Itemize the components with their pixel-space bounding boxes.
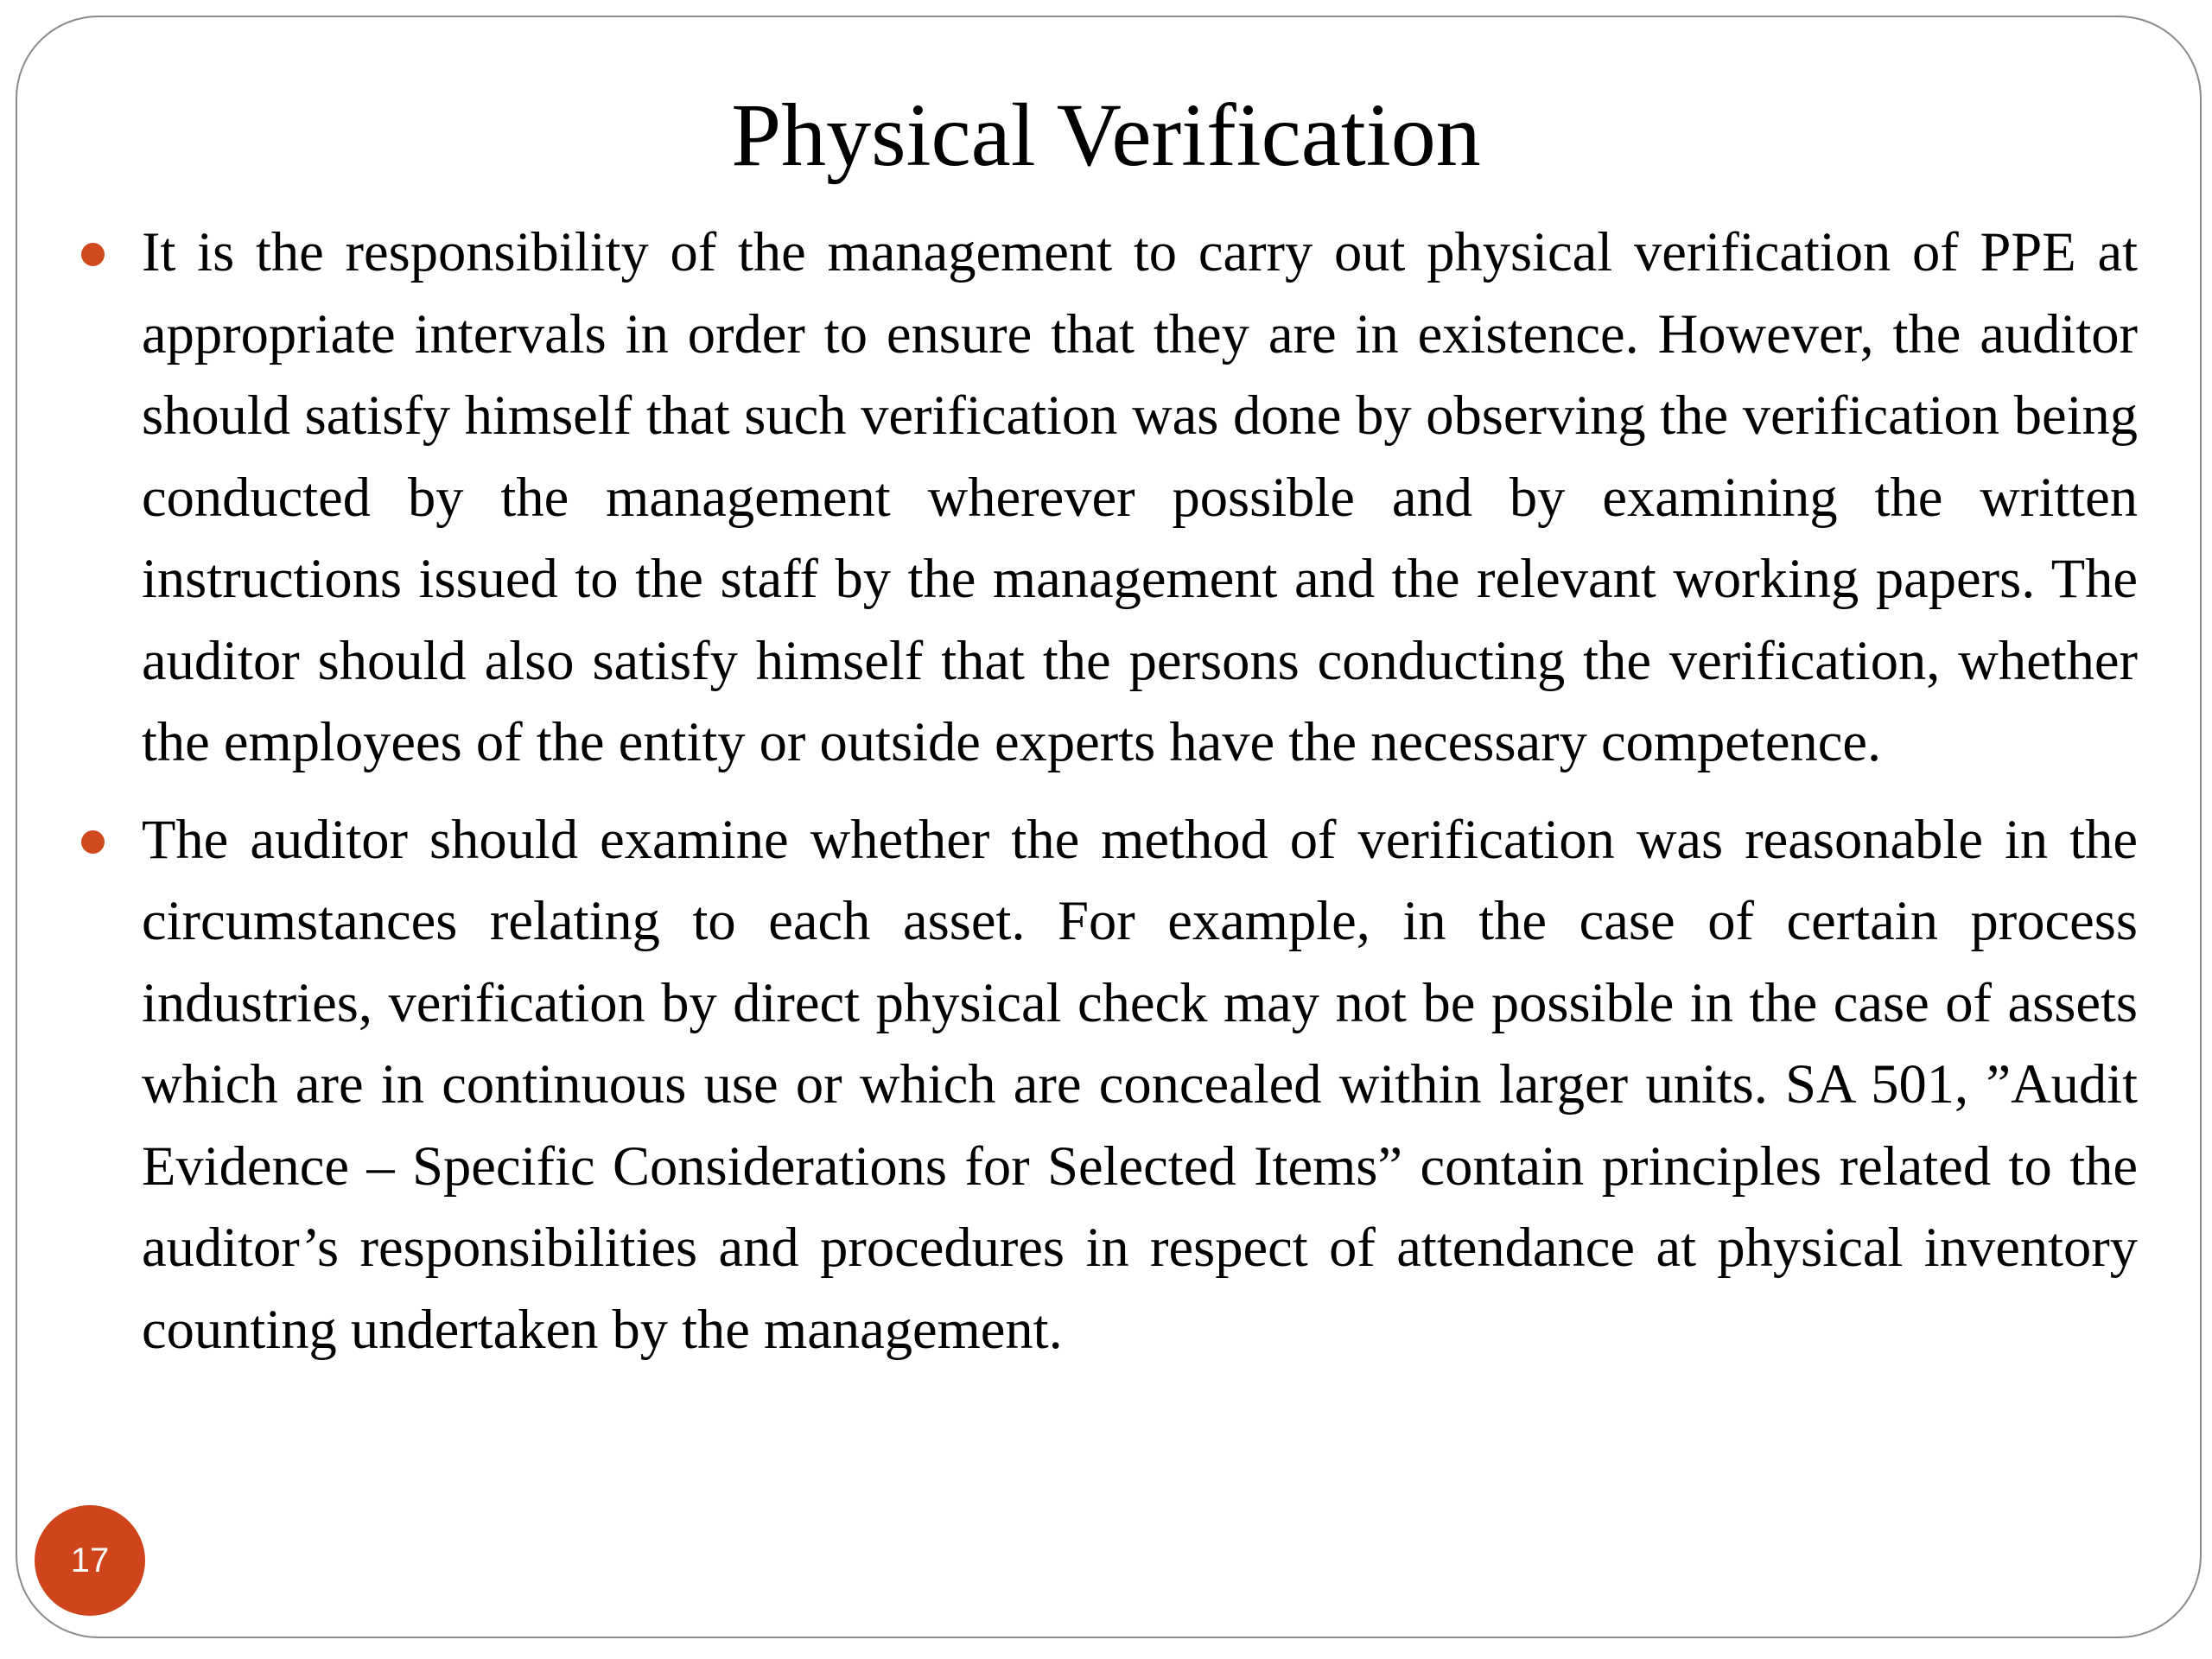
bullet-item: [142, 799, 2138, 1371]
slide-title: Physical Verification: [731, 86, 1481, 185]
bullet-text: It is the responsibility of the management to carry out physical verification of PPE at appropriate intervals in order to ensure that they are in existence. However, the auditor should satisfy himself that such verification was done by observing the verification being conducted by the management wherever possible and by examining the written instructions issued to the staff by the management and the relevant working papers. The auditor should also satisfy himself that the persons conducting the verification, whether the employees of the entity or outside experts have the necessary competence.: [142, 221, 2138, 772]
bullet-list: [142, 212, 2138, 1386]
bullet-text: The auditor should examine whether the method of verification was reasonable in the circumstances relating to each asset. For example, in the case of certain process industries, verification by direct physical check may not be possible in the case of assets which are in continuous use or which are concealed within larger units. SA 501, ”Audit Evidence – Specific Considerations for Selected Items” contain principles related to the auditor’s responsibilities and procedures in respect of attendance at physical inventory counting undertaken by the management.: [142, 808, 2138, 1360]
page-number-badge: 17: [35, 1505, 145, 1616]
bullet-dot-icon: [81, 243, 105, 266]
bullet-item: [142, 212, 2138, 784]
bullet-dot-icon: [81, 830, 105, 854]
